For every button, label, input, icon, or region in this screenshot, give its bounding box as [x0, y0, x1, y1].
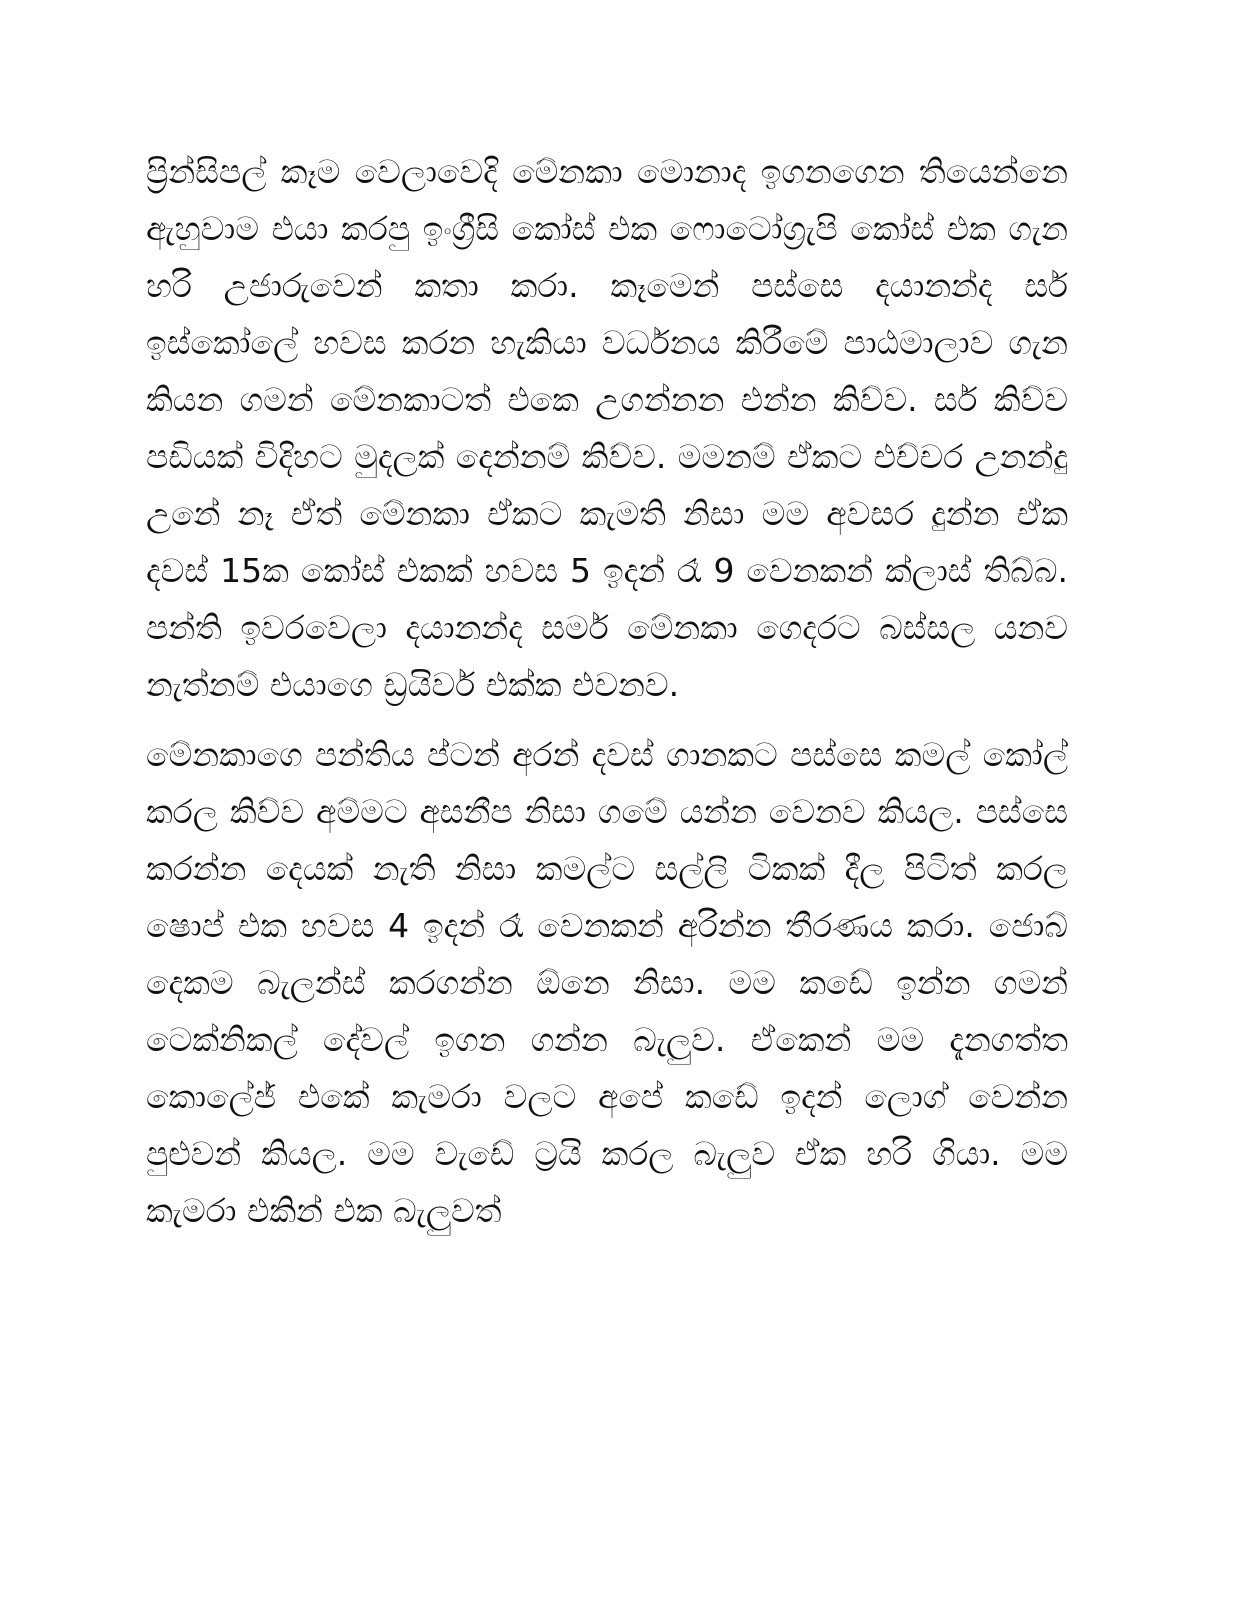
story-paragraph-1: ප්‍රින්සිපල් කෑම වෙලාවෙදි මේනකා මොනාද ඉගනගෙන තියෙන්නෙ ඇහුවාම එයා කරපු ඉංග්‍රීසි කෝස් එක ෆොටෝග්‍රැපි කෝස් එක ගැන හරි උජාරුවෙන් කතා කරා. කෑමෙන් පස්සෙ දයානන්ද සර් ඉස්කෝලේ හවස කරන හැකියා වර්ධනය කිරීමේ පාඨමාලාව ගැන කියන ගමන් මේනකාටත් එකෙ උගන්නන එන්න කිව්ව. සර් කිව්ව පඩියක් විදිහට මුදලක් දෙන්නම් කිව්ව. මමනම් ඒකට එච්චර උනන්දු උනේ නෑ ඒත් මේනකා ඒකට කැමති නිසා මම අවසර දුන්න ඒක දවස් 15ක කෝස් එකක් හවස 5 ඉදන් රෑ 9 වෙනකන් ක්ලාස් තිබ්බ. පන්ති ඉවරවෙලා දයානන්ද සර්ම මේනකා ගෙදරට බස්සල යනව නැත්නම් එයාගෙ ඩ්‍රයිවර් එක්ක එවනව.	[146, 152, 1068, 704]
story-paragraph-2: මේනකාගෙ පන්තිය ප්ටන් අරන් දවස් ගානකට පස්සෙ කමල් කෝල් කරල කිව්ව අම්මට අසනීප නිසා ගමේ යන්න වෙනව කියල. පස්සෙ කරන්න දෙයක් නැති නිසා කමල්ට සල්ලි ටිකක් දීල පිටිත් කරල ෂොප් එක හවස 4 ඉදන් රෑ වෙනකන් අරින්න තීරණය කරා. ජොබ් දෙකම බැලන්ස් කරගන්න ඕනෙ නිසා. මම කඩේ ඉන්න ගමන් ටෙක්නිකල් දේවල් ඉගන ගන්න බැලුව. ඒකෙන් මම දැනගත්ත කොලේජ් එකේ කැමරා වලට අපේ කඩේ ඉදන් ලොග් වෙන්න පුළුවන් කියල. මම වැඩේ ට්‍රයි කරල බැලුව ඒක හරි ගියා. මම කැමරා එකින් එක බැලුවත්	[146, 735, 1068, 1230]
story-text	[146, 143, 1068, 1239]
